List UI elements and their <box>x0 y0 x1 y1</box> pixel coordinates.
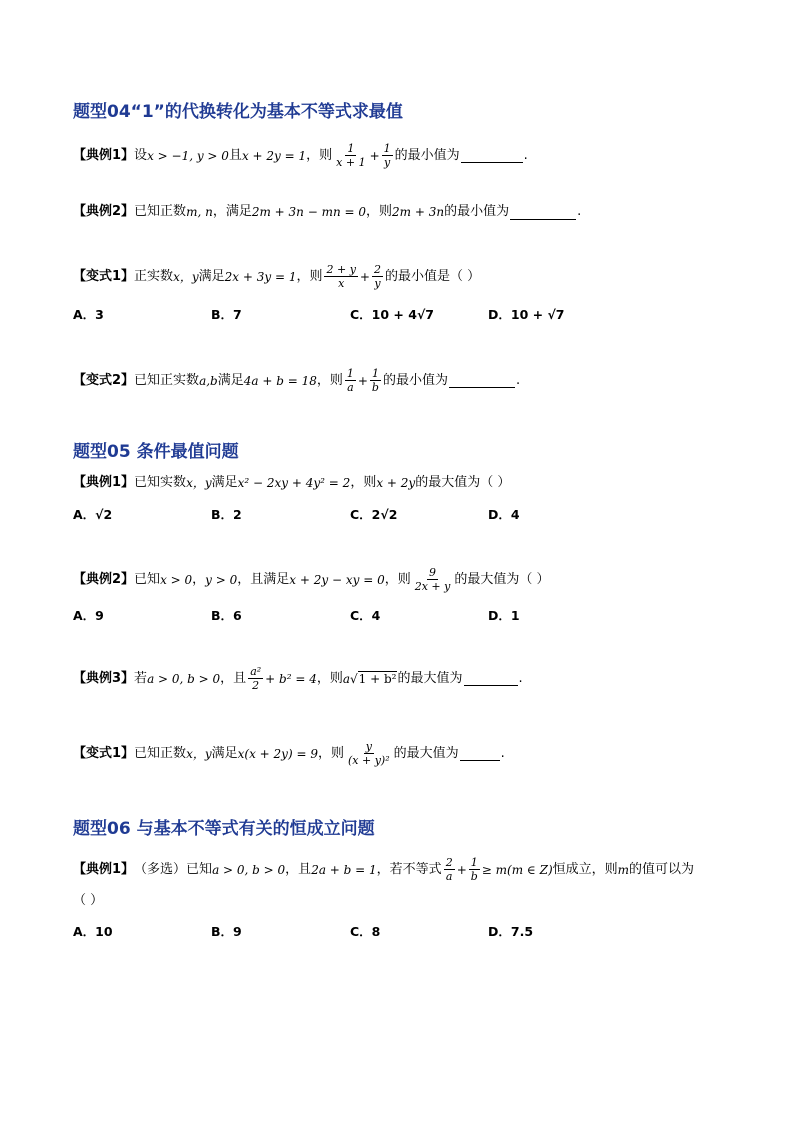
text: ，则 <box>316 372 343 388</box>
fraction: $\frac{1}{b}$ <box>470 856 478 883</box>
answer-paren <box>73 892 103 910</box>
math-condition: a > 0, b > 0 <box>147 671 221 686</box>
text: 的最小值为 <box>394 147 460 163</box>
text: 的最小值为 <box>444 204 510 219</box>
math-condition: y > 0 <box>205 572 238 587</box>
text: ，则 <box>296 268 323 284</box>
section-title-06: 题型06 与基本不等式有关的恒成立问题 <box>73 819 375 839</box>
math-vars: a,b <box>199 373 218 388</box>
math-equation: x + 2y − xy = 0 <box>289 572 385 587</box>
text: ，且满足 <box>237 571 290 587</box>
text: ，且 <box>285 861 312 877</box>
text: . <box>500 745 505 761</box>
text: 已知正实数 <box>134 372 200 388</box>
math-expression: 2m + 3n <box>392 205 445 219</box>
text: 已知正数 <box>134 204 187 219</box>
plus-sign: + <box>357 373 368 388</box>
text: 设 <box>134 147 148 163</box>
text: 且 <box>228 147 242 163</box>
text: ， <box>192 571 206 587</box>
text: 满足 <box>217 372 244 388</box>
text: ，则 <box>317 745 344 761</box>
text: . <box>518 670 523 686</box>
question-s5e1 <box>73 474 510 492</box>
fraction: $\frac{1}{y}$ <box>383 142 391 169</box>
options-s6e1 <box>73 922 533 940</box>
math-equation: x² − 2xy + 4y² = 2 <box>237 476 351 490</box>
math-equation: 2a + b = 1 <box>311 862 377 877</box>
question-s4v2 <box>73 367 520 394</box>
fraction: $\frac{1}{b}$ <box>371 367 379 394</box>
text: ，则 <box>306 147 333 163</box>
fraction: $\frac{1}{a}$ <box>346 367 354 394</box>
question-tag: 【变式2】 <box>73 372 135 388</box>
answer-blank[interactable] <box>510 205 576 220</box>
text: 满足 <box>211 475 238 490</box>
fraction: $\frac{2}{y}$ <box>373 263 381 290</box>
question-s4e2 <box>73 203 581 221</box>
text: . <box>523 147 528 163</box>
question-tag: 【典例2】 <box>73 571 135 587</box>
text: 的最大值为 <box>397 670 463 686</box>
option-c[interactable]: C．2√2 <box>350 507 398 522</box>
text: ，且 <box>220 670 247 686</box>
text: 已知 <box>134 571 161 587</box>
math-vars: x，y <box>186 746 212 761</box>
text: . <box>515 372 521 388</box>
fraction: $\frac{1}{x + 1}$ <box>336 142 366 169</box>
option-d[interactable]: D．1 <box>488 608 520 623</box>
plus-sign: + <box>456 862 467 877</box>
option-d[interactable]: D．4 <box>488 507 520 522</box>
option-b[interactable]: B．9 <box>211 924 242 939</box>
option-d[interactable]: D．7.5 <box>488 924 534 939</box>
math-equation: 2m + 3n − mn = 0 <box>251 205 366 219</box>
math-equation: x(x + 2y) = 9 <box>237 746 318 761</box>
math-equation: + b² = 4 <box>265 671 317 686</box>
text: 若 <box>134 670 148 686</box>
text: 的最大值为（ ） <box>454 571 550 587</box>
math-equation: x + 2y = 1 <box>241 148 307 163</box>
question-tag: 【典例1】 <box>73 475 135 490</box>
question-tag: 【典例3】 <box>73 670 135 686</box>
math-equation: 2x + 3y = 1 <box>224 269 297 284</box>
question-tag: 【典例1】 <box>73 861 135 877</box>
option-c[interactable]: C．8 <box>350 924 381 939</box>
text: 正实数 <box>134 268 174 284</box>
option-c[interactable]: C．10 + 4√7 <box>350 307 434 322</box>
section-title-05: 题型05 条件最值问题 <box>73 442 239 462</box>
text: . <box>577 204 582 219</box>
text: 的最小值为 <box>382 372 448 388</box>
math-var: m <box>617 862 630 877</box>
text: ，若不等式 <box>376 861 442 877</box>
option-a[interactable]: A．10 <box>73 924 113 939</box>
math-condition: a > 0, b > 0 <box>212 862 286 877</box>
math-inequality: ≥ m(m ∈ Z) <box>481 862 553 877</box>
fraction: $\frac{y}{\text{(x + y)²}}$ <box>347 740 390 767</box>
question-tag: 【典例1】 <box>73 147 135 163</box>
option-a[interactable]: A．√2 <box>73 507 113 522</box>
question-tag: 【变式1】 <box>73 745 135 761</box>
text: （ ） <box>73 893 104 908</box>
answer-blank[interactable] <box>460 746 500 761</box>
answer-blank[interactable] <box>449 373 515 388</box>
plus-sign: + <box>359 269 370 284</box>
text: ，则 <box>350 475 377 490</box>
math-vars: m, n <box>186 205 213 219</box>
option-a[interactable]: A．9 <box>73 608 104 623</box>
text: 的最大值为（ ） <box>415 475 511 490</box>
question-s6e1 <box>73 856 694 883</box>
question-s5v1 <box>73 740 505 767</box>
text: 的最大值为 <box>393 745 459 761</box>
answer-blank[interactable] <box>461 148 523 163</box>
question-s5e2 <box>73 566 550 593</box>
fraction: $\frac{2}{a}$ <box>445 856 453 883</box>
text: 已知实数 <box>134 475 187 490</box>
plus-sign: + <box>369 148 380 163</box>
math-condition: x > −1, y > 0 <box>147 148 229 163</box>
question-s4e1 <box>73 142 528 169</box>
fraction: $\frac{2 + y}{x}$ <box>326 263 356 290</box>
option-b[interactable]: B．2 <box>211 507 242 522</box>
question-tag: 【典例2】 <box>73 204 135 219</box>
option-a[interactable]: A．3 <box>73 307 104 322</box>
math-vars: x，y <box>186 476 212 490</box>
options-s5e1 <box>73 505 520 523</box>
math-expression: x + 2y <box>376 476 416 490</box>
math-equation: 4a + b = 18 <box>243 373 317 388</box>
text: ，满足 <box>212 204 252 219</box>
text: ，则 <box>384 571 411 587</box>
math-condition: x > 0 <box>160 572 193 587</box>
options-s5e2 <box>73 606 520 624</box>
option-d[interactable]: D．10 + √7 <box>488 307 565 322</box>
options-s4v1 <box>73 305 564 323</box>
text: （多选）已知 <box>134 861 213 877</box>
question-s5e3 <box>73 665 523 692</box>
question-tag: 【变式1】 <box>73 268 135 284</box>
text: 的值可以为 <box>629 861 695 877</box>
option-b[interactable]: B．6 <box>211 608 242 623</box>
text: 满足 <box>198 268 225 284</box>
text: ，则 <box>316 670 343 686</box>
math-vars: x，y <box>173 269 199 284</box>
option-c[interactable]: C．4 <box>350 608 381 623</box>
question-s4v1 <box>73 263 480 290</box>
fraction: $\frac{\text{a²}}{2}$ <box>250 665 262 692</box>
text: 的最小值是（ ） <box>384 268 481 284</box>
text: 满足 <box>211 745 238 761</box>
text: 恒成立，则 <box>552 861 618 877</box>
answer-blank[interactable] <box>464 671 518 686</box>
option-b[interactable]: B．7 <box>211 307 242 322</box>
fraction: $\frac{9}{2x + y}$ <box>414 566 451 593</box>
text: 已知正数 <box>134 745 187 761</box>
sqrt-expression: a√1 + b² <box>342 671 397 686</box>
section-title-04: 题型04“1”的代换转化为基本不等式求最值 <box>73 102 403 122</box>
text: ，则 <box>366 204 393 219</box>
